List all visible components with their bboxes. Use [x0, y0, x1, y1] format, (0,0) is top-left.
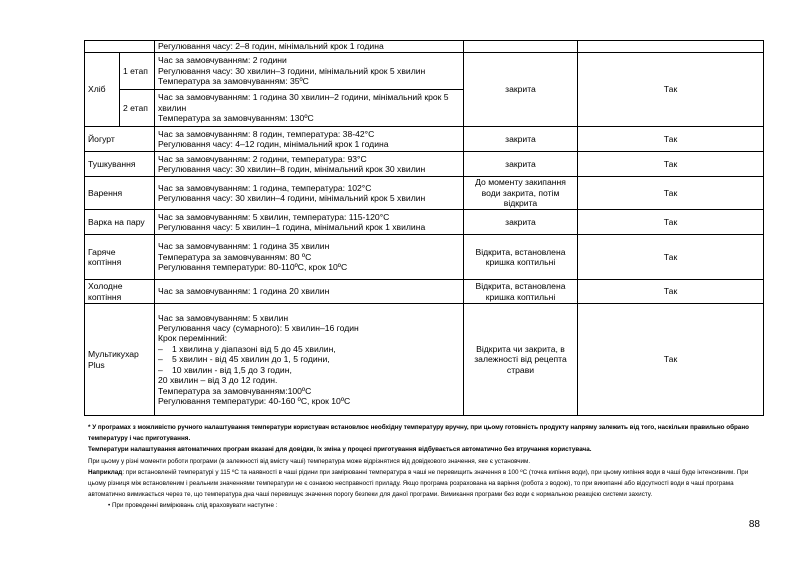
footnote-auto-programs: Температури налаштування автоматичних програм вказані для довідки, їх зміна у процесі приготування відбувається автоматично без втручання користувача. — [88, 446, 592, 454]
settings-line: Час за замовчуванням: 5 хвилин, температура: 115-120°С — [158, 211, 390, 222]
table-row — [85, 210, 764, 235]
table-row — [85, 235, 764, 280]
lid-cell: Відкрита, встановлена кришка коптильні — [464, 235, 578, 280]
program-name-cell: Хліб — [85, 53, 120, 127]
heat-cell: Так — [578, 280, 764, 304]
dash-marker: – — [158, 354, 163, 365]
settings-line: Регулювання часу (сумарного): 5 хвилин–16 годин — [158, 323, 359, 334]
settings-line: Регулювання часу: 30 хвилин–4 години, мінімальний крок 5 хвилин — [158, 193, 426, 203]
settings-cell — [155, 210, 464, 235]
heat-cell: Так — [578, 152, 764, 177]
settings-line: 20 хвилин – від 3 до 12 годин. — [158, 375, 278, 386]
settings-cell — [155, 177, 464, 210]
program-name-cell: Йогурт — [85, 127, 155, 152]
heat-cell: Так — [578, 53, 764, 127]
settings-line: Регулювання температури: 40-160 ºС, крок 10ºС — [158, 395, 351, 406]
heat-cell: Так — [578, 210, 764, 235]
program-name-cell: Варення — [85, 177, 155, 210]
step-range: 5 хвилин - від 45 хвилин до 1, 5 години, — [172, 354, 330, 365]
settings-line: Температура за замовчуванням: 80 ºС — [158, 251, 312, 262]
lid-cell: До моменту закипання води закрита, потім відкрита — [464, 177, 578, 210]
page-number: 88 — [748, 519, 760, 530]
settings-cell — [155, 304, 464, 416]
settings-line: Регулювання часу: 30 хвилин–3 години, мінімальний крок 5 хвилин — [158, 65, 426, 76]
settings-line: Час за замовчуванням: 5 хвилин — [158, 312, 289, 323]
settings-cell — [155, 41, 464, 53]
step-range: 1 хвилина у діапазоні від 5 до 45 хвилин, — [172, 343, 336, 354]
settings-line: Температура за замовчуванням:100ºС — [158, 385, 312, 396]
table-row — [85, 304, 764, 416]
settings-line: Час за замовчуванням: 8 годин, температура: 38-42°С — [158, 128, 375, 139]
settings-line: Час за замовчуванням: 1 година 35 хвилин — [158, 241, 330, 252]
heat-cell: Так — [578, 304, 764, 416]
settings-line — [158, 344, 460, 354]
settings-line — [158, 365, 460, 375]
lid-cell: Відкрита чи закрита, в залежності від рецепта страви — [464, 304, 578, 416]
footnote-manual-temperature: * У програмах з можливістю ручного налаштування температури користувач встановлює необхідну температуру вручну, при цьому готовність продукту напряму залежить від того, наскільки правильно обрано температуру і час приготування. — [88, 424, 749, 443]
example-label: Наприклад — [88, 468, 123, 476]
settings-line: Час за замовчуванням: 2 години, температура: 93°С — [158, 153, 367, 164]
heat-cell: Так — [578, 177, 764, 210]
lid-cell: закрита — [464, 127, 578, 152]
dash-marker: – — [158, 364, 163, 375]
footnote-temperature-variance: При цьому у різні моменти роботи програми (в залежності від вмісту чаші) температура може відрізнятися від довідкового значення, яке є установчим. — [88, 457, 531, 465]
table-row — [85, 152, 764, 177]
program-name-cell: Мультикухар Plus — [85, 304, 155, 416]
lid-cell: закрита — [464, 210, 578, 235]
program-name-cell: Тушкування — [85, 152, 155, 177]
settings-line: Час за замовчуванням: 2 години — [158, 55, 287, 66]
table-row — [85, 280, 764, 304]
dash-marker: – — [158, 343, 163, 354]
settings-cell — [155, 152, 464, 177]
settings-cell — [155, 235, 464, 280]
stage-label: 2 етап — [120, 90, 155, 127]
settings-line: Регулювання температури: 80-110ºС, крок 10ºС — [158, 262, 348, 273]
footnotes — [88, 422, 764, 512]
settings-line: Регулювання часу: 4–12 годин, мінімальний крок 1 година — [158, 139, 389, 149]
settings-line: Час за замовчуванням: 1 година 30 хвилин–2 години, мінімальний крок 5 хвилин — [158, 92, 449, 113]
step-range: 10 хвилин - від 1,5 до 3 годин, — [172, 364, 292, 375]
footnote-bullet-item — [88, 500, 764, 511]
settings-line: Регулювання часу: 2–8 годин, мінімальний крок 1 година — [158, 41, 384, 52]
stage-label: 1 етап — [120, 53, 155, 90]
heat-cell: Так — [578, 127, 764, 152]
lid-cell: закрита — [464, 53, 578, 127]
settings-cell — [155, 127, 464, 152]
settings-line — [158, 354, 460, 364]
bullet-icon: • — [108, 502, 111, 510]
heat-cell — [578, 41, 764, 53]
table-row — [85, 53, 764, 90]
lid-cell: закрита — [464, 152, 578, 177]
settings-line: Крок перемінний: — [158, 333, 228, 344]
example-text: : при встановленій температурі у 115 ºС та наявності в чаші рідини при замірюванні температура в чаші не перевищить значення в 100 ºС (точка кипіння води), при цьому кипіння води в чаші буде інтенсивним. При цьому різниця між встановленим і реальним значеннями температури не є ознакою несправності приладу. Якщо програма розрахована на варіння (робота з водою), то при википанні або відсутності води в чаші програма автоматично вимикається через те, що температура дна чаші перевищує значення порогу безпеки для даної програми. Вимикання програми без води є нормальною реакцією системи захисту. — [88, 468, 749, 499]
settings-line: Регулювання часу: 5 хвилин–1 година, мінімальний крок 1 хвилина — [158, 222, 426, 232]
table-row — [85, 177, 764, 210]
settings-cell — [155, 53, 464, 90]
table-row — [85, 41, 764, 53]
settings-line: Регулювання часу: 30 хвилин–8 годин, мінімальний крок 30 хвилин — [158, 164, 426, 174]
program-name-cell: Холодне коптіння — [85, 280, 155, 304]
program-name-cell: Варка на пару — [85, 210, 155, 235]
settings-cell — [155, 90, 464, 127]
programs-table — [84, 40, 764, 416]
settings-line: Температура за замовчуванням: 130ºС — [158, 113, 314, 124]
table-row — [85, 127, 764, 152]
settings-line: Температура за замовчуванням: 35ºС — [158, 76, 309, 87]
lid-cell — [464, 41, 578, 53]
heat-cell: Так — [578, 235, 764, 280]
footnote-example — [88, 467, 764, 501]
lid-cell: Відкрита, встановлена кришка коптильні — [464, 280, 578, 304]
bullet-text: При проведенні вимірювань слід враховувати наступне : — [111, 502, 278, 510]
settings-line: Час за замовчуванням: 1 година 20 хвилин — [158, 286, 330, 297]
program-name-cell: Гаряче коптіння — [85, 235, 155, 280]
settings-line: Час за замовчуванням: 1 година, температура: 102°С — [158, 182, 372, 193]
settings-cell — [155, 280, 464, 304]
program-name-cell — [85, 41, 155, 53]
